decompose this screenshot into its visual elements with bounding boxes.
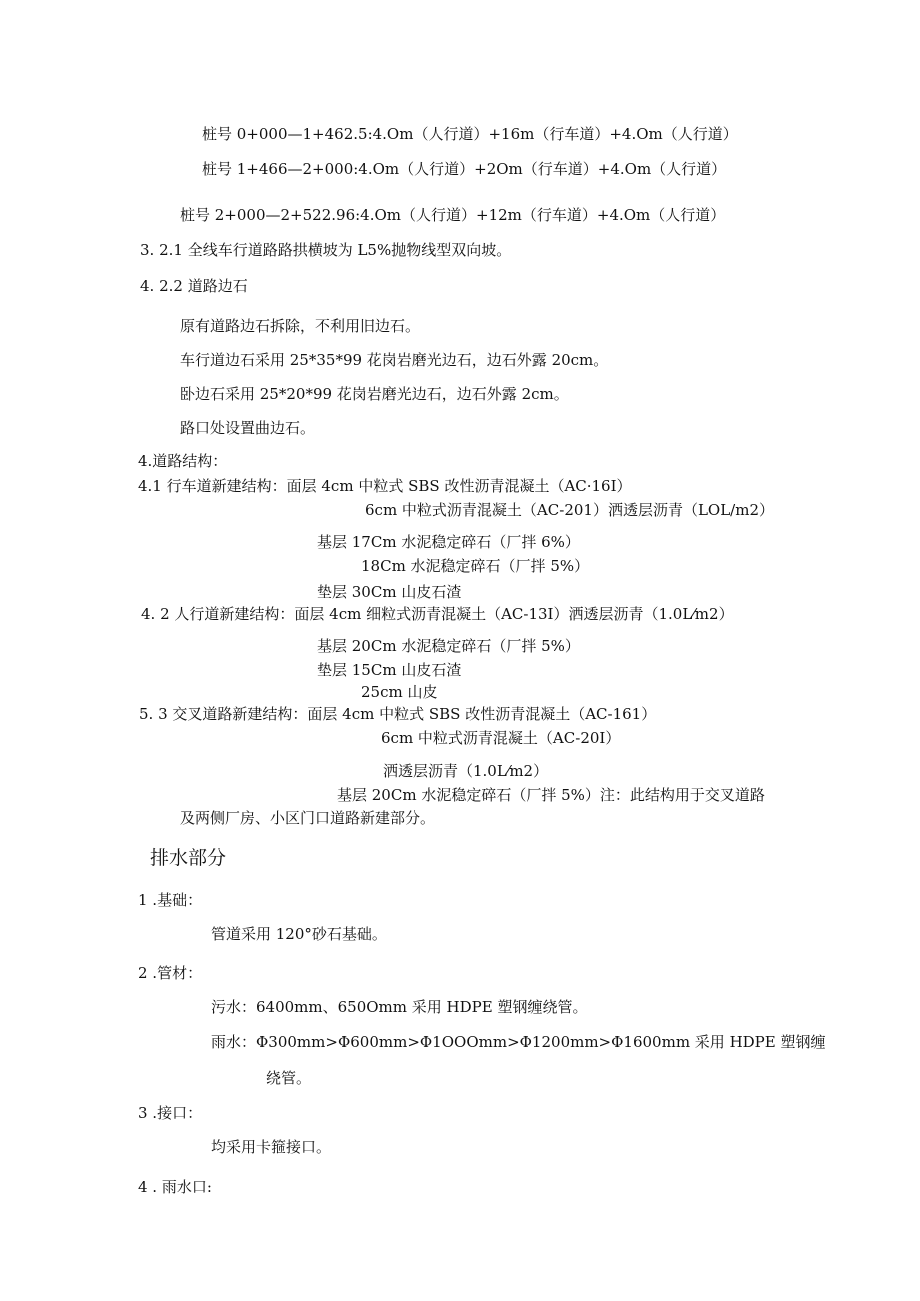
curb-text-2: 车行道边石采用 25*35*99 花岗岩磨光边石，边石外露 20cm。 (180, 351, 609, 369)
rain-pipe-text: 雨水：Φ300mm>Φ600mm>Φ1OOOmm>Φ1200mm>Φ1600mm 采用 HDPE 塑钢缠 (211, 1033, 826, 1051)
stake-range-1: 桩号 0+000—1+462.5:4.Om（人行道）+16m（行车道）+4.Om（人行道） (202, 125, 738, 143)
crossroad-base: 基层 20Cm 水泥稳定碎石（厂拌 5%）注：此结构用于交叉道路 (337, 786, 765, 804)
structure-heading: 4.道路结构： (138, 452, 228, 470)
stake-range-2: 桩号 1+466—2+000:4.Om（人行道）+2Om（行车道）+4.Om（人行道） (202, 160, 727, 178)
stake-range-3: 桩号 2+000—2+522.96:4.Om（人行道）+12m（行车道）+4.Om（人行道） (180, 206, 726, 224)
crossroad-layer-2: 6cm 中粒式沥青混凝土（AC-20I） (381, 729, 621, 747)
crossroad-note: 及两侧厂房、小区门口道路新建部分。 (180, 809, 436, 827)
curb-heading: 4. 2.2 道路边石 (140, 277, 248, 295)
carriageway-cushion: 垫层 30Cm 山皮石渣 (317, 583, 462, 601)
crossroad-structure: 5. 3 交叉道路新建结构：面层 4cm 中粒式 SBS 改性沥青混凝土（AC-161） (139, 705, 657, 723)
carriageway-layer-2: 6cm 中粒式沥青混凝土（AC-201）洒透层沥青（LOL/m2） (365, 501, 774, 519)
rain-inlet-heading: 4 . 雨水口: (138, 1178, 212, 1196)
carriageway-base-2: 18Cm 水泥稳定碎石（厂拌 5%） (361, 557, 590, 575)
joint-heading: 3 .接口： (138, 1104, 203, 1122)
crown-slope-item: 3. 2.1 全线车行道路路拱横坡为 L5%抛物线型双向坡。 (140, 241, 512, 259)
sidewalk-cushion-2: 25cm 山皮 (361, 683, 438, 701)
curb-text-1: 原有道路边石拆除，不利用旧边石。 (180, 317, 421, 335)
curb-text-4: 路口处设置曲边石。 (180, 419, 316, 437)
foundation-heading: 1 .基础： (138, 891, 203, 909)
sidewalk-structure: 4. 2 人行道新建结构：面层 4cm 细粒式沥青混凝土（AC-13I）洒透层沥青（1.0L⁄m2） (141, 605, 734, 623)
sidewalk-base: 基层 20Cm 水泥稳定碎石（厂拌 5%） (317, 637, 580, 655)
sewage-pipe-text: 污水：6400mm、650Omm 采用 HDPE 塑钢缠绕管。 (211, 998, 588, 1016)
foundation-text: 管道采用 120°砂石基础。 (211, 925, 387, 943)
drainage-title: 排水部分 (150, 847, 227, 869)
pipe-heading: 2 .管材： (138, 964, 203, 982)
crossroad-seal: 洒透层沥青（1.0L⁄m2） (383, 762, 549, 780)
joint-text: 均采用卡箍接口。 (211, 1138, 332, 1156)
carriageway-base-1: 基层 17Cm 水泥稳定碎石（厂拌 6%） (317, 533, 580, 551)
rain-pipe-text-cont: 绕管。 (266, 1069, 312, 1087)
curb-text-3: 卧边石采用 25*20*99 花岗岩磨光边石，边石外露 2cm。 (180, 385, 569, 403)
carriageway-structure: 4.1 行车道新建结构：面层 4cm 中粒式 SBS 改性沥青混凝土（AC·16I） (138, 477, 632, 495)
sidewalk-cushion-1: 垫层 15Cm 山皮石渣 (317, 661, 462, 679)
